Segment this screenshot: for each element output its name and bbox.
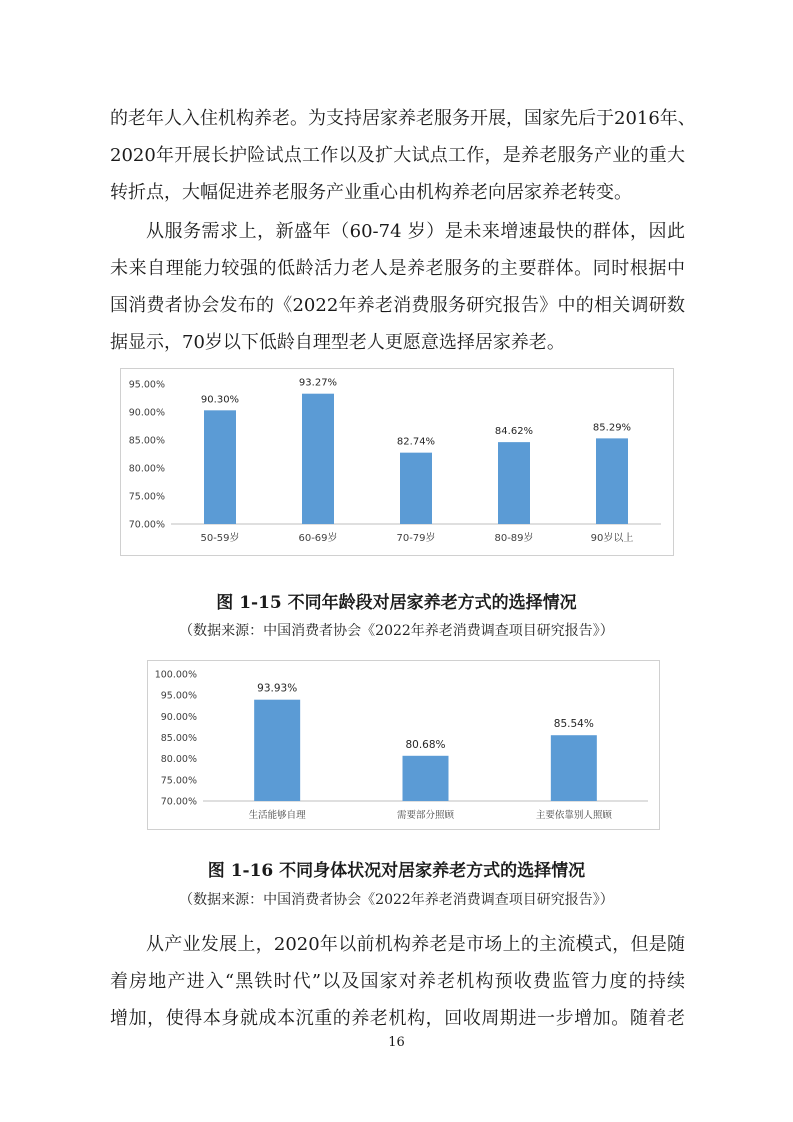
y-tick-label: 70.00%	[128, 519, 165, 531]
y-tick-label: 90.00%	[128, 407, 165, 419]
chart-health-status	[147, 660, 660, 830]
paragraph-line: 国消费者协会发布的《2022年养老消费服务研究报告》中的相关调研数	[110, 295, 685, 316]
y-tick-label: 75.00%	[160, 775, 197, 787]
paragraph-line: 未来自理能力较强的低龄活力老人是养老服务的主要群体。同时根据中	[110, 258, 685, 279]
x-tick-label: 50-59岁	[200, 533, 240, 544]
bar	[302, 394, 334, 524]
y-tick-label: 95.00%	[128, 379, 165, 391]
bar	[400, 453, 432, 524]
paragraph-line: 2020年开展长护险试点工作以及扩大试点工作，是养老服务产业的重大	[110, 145, 685, 166]
bar	[204, 410, 236, 524]
bar-value-label: 93.27%	[298, 377, 338, 389]
y-tick-label: 80.00%	[128, 463, 165, 475]
y-tick-label: 80.00%	[160, 754, 197, 766]
figure-caption-1-16: 图 1-16 不同身体状况对居家养老方式的选择情况	[207, 861, 586, 881]
chart-health-status-svg	[148, 661, 659, 829]
x-tick-label: 70-79岁	[396, 533, 436, 544]
bar-value-label: 84.62%	[494, 426, 534, 438]
x-tick-label: 80-89岁	[494, 533, 534, 544]
bar	[551, 735, 597, 801]
y-tick-label: 90.00%	[160, 711, 197, 723]
paragraph-line: 转折点，大幅促进养老服务产业重心由机构养老向居家养老转变。	[110, 182, 632, 203]
figure-caption-1-15: 图 1-15 不同年龄段对居家养老方式的选择情况	[216, 593, 577, 613]
x-tick-label: 需要部分照顾	[396, 810, 455, 821]
x-tick-label: 主要依靠别人照顾	[535, 810, 612, 821]
y-tick-label: 100.00%	[154, 669, 197, 681]
y-tick-label: 85.00%	[128, 435, 165, 447]
paragraph-3	[110, 926, 685, 1037]
bar	[498, 442, 530, 524]
paragraph-line: 据显示，70岁以下低龄自理型老人更愿意选择居家养老。	[110, 332, 565, 353]
bar	[403, 756, 449, 801]
y-tick-label: 85.00%	[160, 733, 197, 744]
bar-value-label: 80.68%	[405, 738, 446, 751]
paragraph-line: 增加，使得本身就成本沉重的养老机构，回收周期进一步增加。随着老	[110, 1008, 685, 1029]
paragraph-line: 的老年人入住机构养老。为支持居家养老服务开展，国家先后于2016年、	[110, 108, 696, 129]
paragraph-1	[110, 100, 696, 211]
paragraph-line: 着房地产进入“黑铁时代”以及国家对养老机构预收费监管力度的持续	[110, 971, 685, 992]
page-number: 16	[388, 1035, 405, 1050]
bar	[596, 438, 628, 524]
x-tick-label: 60-69岁	[298, 533, 338, 544]
y-tick-label: 95.00%	[160, 690, 197, 702]
y-tick-label: 70.00%	[160, 796, 197, 808]
x-tick-label: 生活能够自理	[248, 810, 306, 821]
bar-value-label: 90.30%	[200, 394, 240, 406]
chart-age-groups	[120, 368, 674, 556]
bar	[254, 700, 300, 801]
paragraph-line: 从产业发展上，2020年以前机构养老是市场上的主流模式，但是随	[146, 934, 685, 955]
x-tick-label: 90岁以上	[590, 533, 634, 544]
figure-source-1-15: （数据来源：中国消费者协会《2022年养老消费调查项目研究报告》）	[179, 623, 614, 639]
bar-value-label: 93.93%	[257, 682, 298, 695]
chart-age-groups-svg	[121, 369, 673, 555]
bar-value-label: 85.29%	[592, 422, 632, 434]
bar-value-label: 85.54%	[553, 718, 594, 731]
figure-source-1-16: （数据来源：中国消费者协会《2022年养老消费调查项目研究报告》）	[179, 892, 614, 908]
paragraph-2	[110, 213, 685, 361]
bar-value-label: 82.74%	[396, 436, 436, 448]
y-tick-label: 75.00%	[128, 491, 165, 503]
paragraph-line: 从服务需求上，新盛年（60-74 岁）是未来增速最快的群体，因此	[146, 221, 685, 242]
